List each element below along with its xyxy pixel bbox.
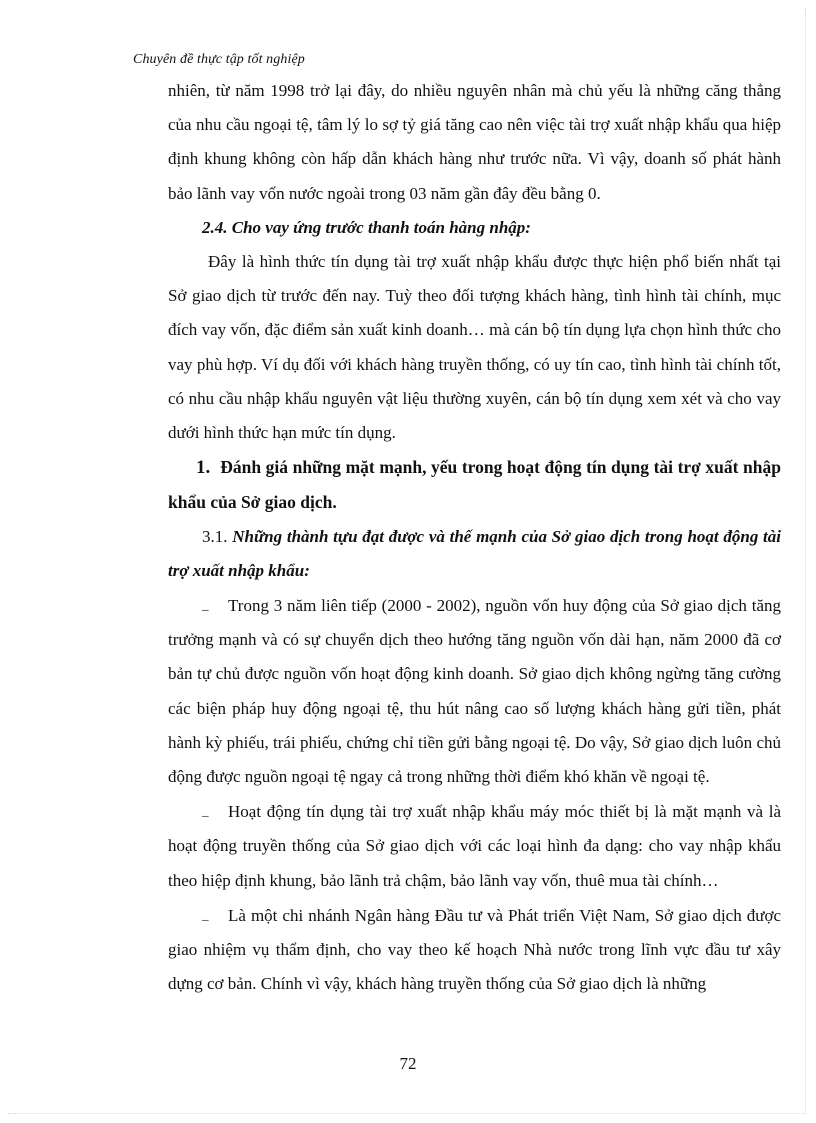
paragraph-continuation: nhiên, từ năm 1998 trở lại đây, do nhiều nguyên nhân mà chủ yếu là những căng thẳng của nhu cầu ngoại tệ, tâm lý lo sợ tỷ giá tăng cao nên việc tài trợ xuất nhập khẩu qua hiệp định khung không còn hấp dẫn khách hàng như trước nữa. Vì vậy, doanh số phát hành bảo lãnh vay vốn nước ngoài trong 03 năm gần đây đều bằng 0.: [168, 81, 781, 203]
bullet-dash-icon: _: [202, 803, 209, 819]
section-number: 1.: [196, 457, 211, 479]
page-number: 72: [399, 1054, 417, 1073]
bullet-text: Trong 3 năm liên tiếp (2000 - 2002), nguồn vốn huy động của Sở giao dịch tăng trưởng mạnh và có sự chuyển dịch theo hướng tăng nguồn vốn dài hạn, năm 2000 đã cơ bản tự chủ được nguồn vốn hoạt động kinh doanh. Sở giao dịch không ngừng tăng cường các biện pháp huy động ngoại tệ, thu hút nâng cao số lượng khách hàng gửi tiền, phát hành kỳ phiếu, trái phiếu, chứng chỉ tiền gửi bằng ngoại tệ. Do vậy, Sở giao dịch luôn chủ động được nguồn ngoại tệ ngay cả trong những thời điểm khó khăn về ngoại tệ.: [168, 596, 781, 787]
bullet-item-branch: [168, 898, 781, 1002]
subsection-title: Những thành tựu đạt được và thế mạnh của Sở giao dịch trong hoạt động tài trợ xuất nhập khẩu:: [168, 526, 782, 580]
section-heading-2-4: 2.4. Cho vay ứng trước thanh toán hàng nhập:: [202, 217, 531, 237]
subsection-number: 3.1.: [202, 526, 228, 546]
bullet-text: Hoạt động tín dụng tài trợ xuất nhập khẩu máy móc thiết bị là mặt mạnh và là hoạt động truyền thống của Sở giao dịch với các loại hình đa dạng: cho vay nhập khẩu theo hiệp định khung, bảo lãnh trả chậm, bảo lãnh vay vốn, thuê mua tài chính…: [168, 802, 781, 890]
section-heading-1: [168, 450, 781, 519]
bullet-text: Là một chi nhánh Ngân hàng Đầu tư và Phát triển Việt Nam, Sở giao dịch được giao nhiệm vụ thẩm định, cho vay theo kế hoạch Nhà nước trong lĩnh vực đầu tư xây dựng cơ bản. Chính vì vậy, khách hàng truyền thống của Sở giao dịch là những: [168, 905, 781, 994]
bullet-dash-icon: _: [202, 597, 209, 613]
paragraph-loan-advance: Đây là hình thức tín dụng tài trợ xuất nhập khẩu được thực hiện phổ biến nhất tại Sở giao dịch từ trước đến nay. Tuỳ theo đối tượng khách hàng, tình hình tài chính, mục đích vay vốn, đặc điểm sản xuất kinh doanh… mà cán bộ tín dụng lựa chọn hình thức cho vay phù hợp. Ví dụ đối với khách hàng truyền thống, có uy tín cao, tình hình tài chính tốt, có nhu cầu nhập khẩu nguyên vật liệu thường xuyên, cán bộ tín dụng xem xét và cho vay dưới hình thức hạn mức tín dụng.: [168, 252, 781, 443]
document-body: [168, 74, 781, 1001]
bullet-item-capital: [168, 588, 781, 794]
running-header: Chuyên đề thực tập tốt nghiệp: [133, 52, 305, 67]
section-heading-3-1: [168, 520, 781, 588]
section-title: Đánh giá những mặt mạnh, yếu trong hoạt động tín dụng tài trợ xuất nhập khẩu của Sở giao dịch.: [168, 457, 781, 513]
bullet-item-equipment: [168, 794, 781, 898]
bullet-dash-icon: _: [202, 906, 209, 922]
